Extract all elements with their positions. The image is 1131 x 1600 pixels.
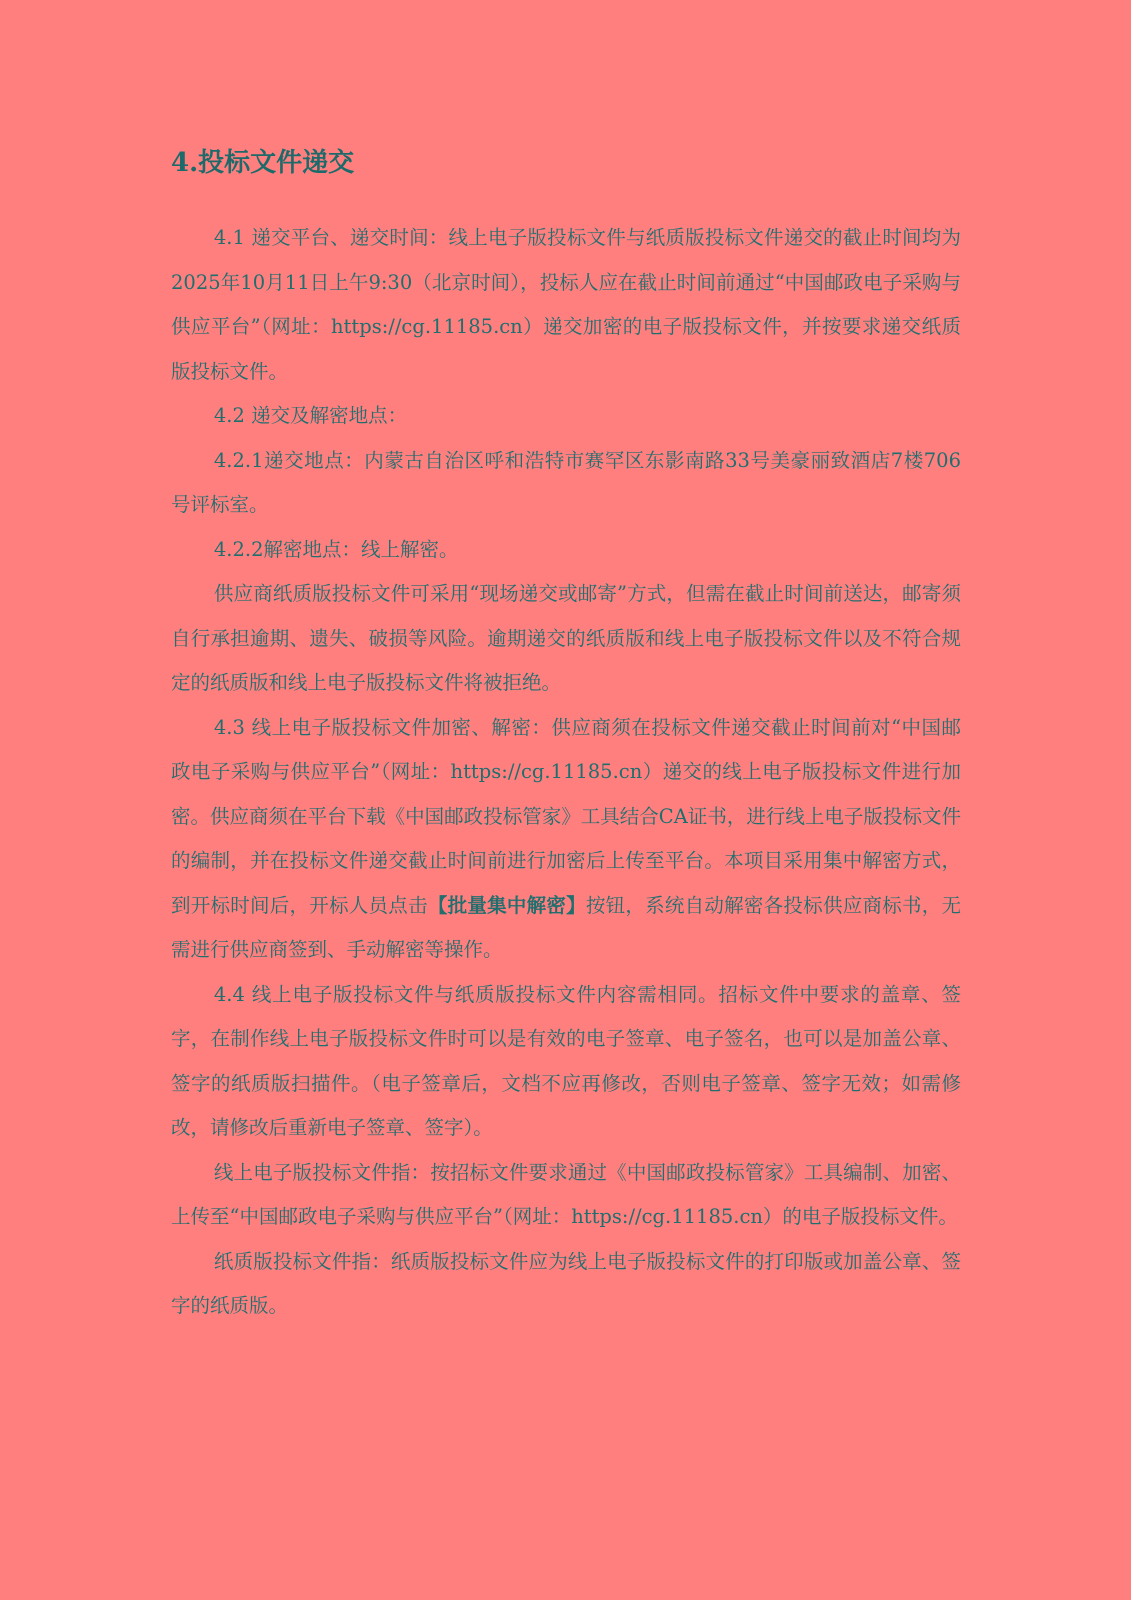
paragraph-4-2-2: 4.2.2解密地点：线上解密。: [213, 537, 459, 561]
paragraph-4-4: 4.4 线上电子版投标文件与纸质版投标文件内容需相同。招标文件中要求的盖章、签字，在制作线上电子版投标文件时可以是有效的电子签章、电子签名，也可以是加盖公章、签字的纸质版扫描件。（电子签章后，文档不应再修改，否则电子签章、签字无效；如需修改，请修改后重新电子签章、签字）。: [171, 982, 961, 1139]
paragraph-online-definition: 线上电子版投标文件指：按招标文件要求通过《中国邮政投标管家》工具编制、加密、上传至“中国邮政电子采购与供应平台”（网址：https://cg.11185.cn）的电子版投标文件。: [171, 1160, 961, 1228]
paragraph-4-3: [171, 706, 961, 973]
paragraph-4-2-1: 4.2.1递交地点：内蒙古自治区呼和浩特市赛罕区东影南路33号美豪丽致酒店7楼706号评标室。: [171, 448, 961, 516]
paragraph-supplier-delivery: 供应商纸质版投标文件可采用“现场递交或邮寄”方式，但需在截止时间前送达，邮寄须自行承担逾期、遗失、破损等风险。逾期递交的纸质版和线上电子版投标文件以及不符合规定的纸质版和线上电子版投标文件将被拒绝。: [171, 582, 961, 694]
section-title: 4.投标文件递交: [171, 148, 355, 178]
batch-decrypt-label: 【批量集中解密】: [427, 893, 586, 917]
paragraph-4-3-text-b: 按钮，系统自动解密各投标供应商标书，无需进行供应商签到、手动解密等操作。: [171, 893, 961, 961]
paragraph-4-1: 4.1 递交平台、递交时间：线上电子版投标文件与纸质版投标文件递交的截止时间均为2025年10月11日上午9:30（北京时间），投标人应在截止时间前通过“中国邮政电子采购与供应平台”（网址：https://cg.11185.cn）递交加密的电子版投标文件，并按要求递交纸质版投标文件。: [171, 226, 961, 383]
paragraph-4-2: 4.2 递交及解密地点：: [213, 404, 408, 427]
paragraph-4-3-text-a: 4.3 线上电子版投标文件加密、解密：供应商须在投标文件递交截止时间前对“中国邮政电子采购与供应平台”（网址：https://cg.11185.cn）递交的线上电子版投标文件进行加密。供应商须在平台下载《中国邮政投标管家》工具结合CA证书，进行线上电子版投标文件的编制，并在投标文件递交截止时间前进行加密后上传至平台。本项目采用集中解密方式，到开标时间后，开标人员点击: [171, 715, 961, 917]
paragraph-paper-definition: 纸质版投标文件指：纸质版投标文件应为线上电子版投标文件的打印版或加盖公章、签字的纸质版。: [171, 1249, 961, 1317]
document-body: [171, 143, 961, 1329]
